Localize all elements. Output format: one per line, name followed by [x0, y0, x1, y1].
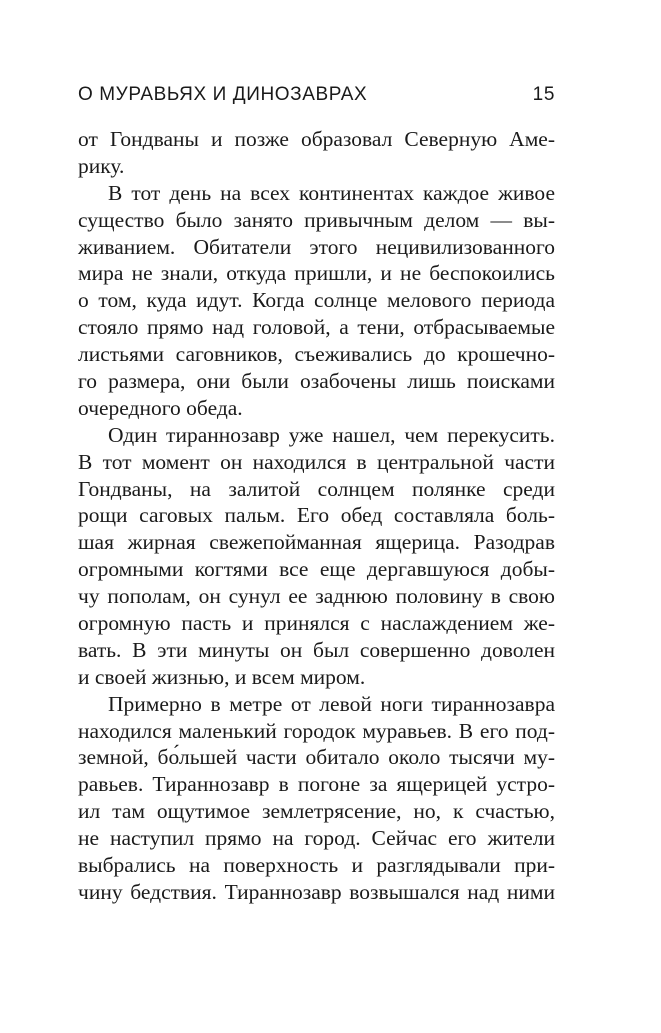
text-line: ил там ощутимое землетрясение, но, к счастью, [78, 799, 555, 824]
text-line: шая жирная свежепойманная ящерица. Разодрав [78, 530, 555, 555]
text-line: от Гондваны и позже образовал Северную Аме- [78, 127, 555, 151]
text-line: мира не знали, откуда пришли, и не беспокоились [78, 261, 555, 286]
text-line: чину бедствия. Тираннозавр возвышался над ними [78, 879, 555, 904]
text-line: не наступил прямо на город. Сейчас его жители [78, 826, 555, 851]
text-line: находился маленький городок муравьев. В его под- [78, 718, 555, 743]
text-line: стояло прямо над головой, а тени, отбрасываемые [78, 315, 555, 340]
text-line: огромными когтями все еще дергавшуюся добы- [78, 557, 555, 582]
body-text [78, 126, 555, 906]
text-line: о том, куда идут. Когда солнце мелового периода [78, 288, 555, 313]
running-title: О МУРАВЬЯХ И ДИНОЗАВРАХ [78, 84, 368, 105]
text-line: го размера, они были озабочены лишь поисками [78, 369, 555, 394]
text-line: выбрались на поверхность и разглядывали при- [78, 853, 555, 878]
text-line: Примерно в метре от левой ноги тираннозавра [108, 691, 555, 716]
text-line: и своей жизнью, и всем миром. [78, 664, 366, 689]
text-line: вать. В эти минуты он был совершенно доволен [78, 637, 555, 662]
text-line: живанием. Обитатели этого нецивилизованного [78, 234, 555, 259]
running-header [78, 84, 555, 108]
text-line: чу пополам, он сунул ее заднюю половину в свою [78, 584, 555, 609]
text-line: существо было занято привычным делом — вы- [78, 207, 555, 232]
text-line: листьями саговников, съеживались до крошечно- [78, 342, 555, 367]
text-line: равьев. Тираннозавр в погоне за ящерицей устро- [78, 772, 555, 797]
page-number: 15 [532, 84, 555, 105]
text-line: очередного обеда. [78, 395, 243, 420]
text-line: Гондваны, на залитой солнцем полянке среди [78, 476, 555, 501]
text-line: рику. [78, 153, 125, 178]
text-line: рощи саговых пальм. Его обед составляла боль- [78, 503, 555, 528]
text-line: огромную пасть и принялся с наслаждением же- [78, 611, 555, 636]
text-line: Один тираннозавр уже нашел, чем перекусить. [108, 422, 555, 447]
text-line: земной, бо́льшей части обитало около тысячи му- [78, 745, 555, 770]
text-line: В тот день на всех континентах каждое живое [108, 180, 555, 205]
text-line: В тот момент он находился в центральной части [78, 449, 555, 474]
